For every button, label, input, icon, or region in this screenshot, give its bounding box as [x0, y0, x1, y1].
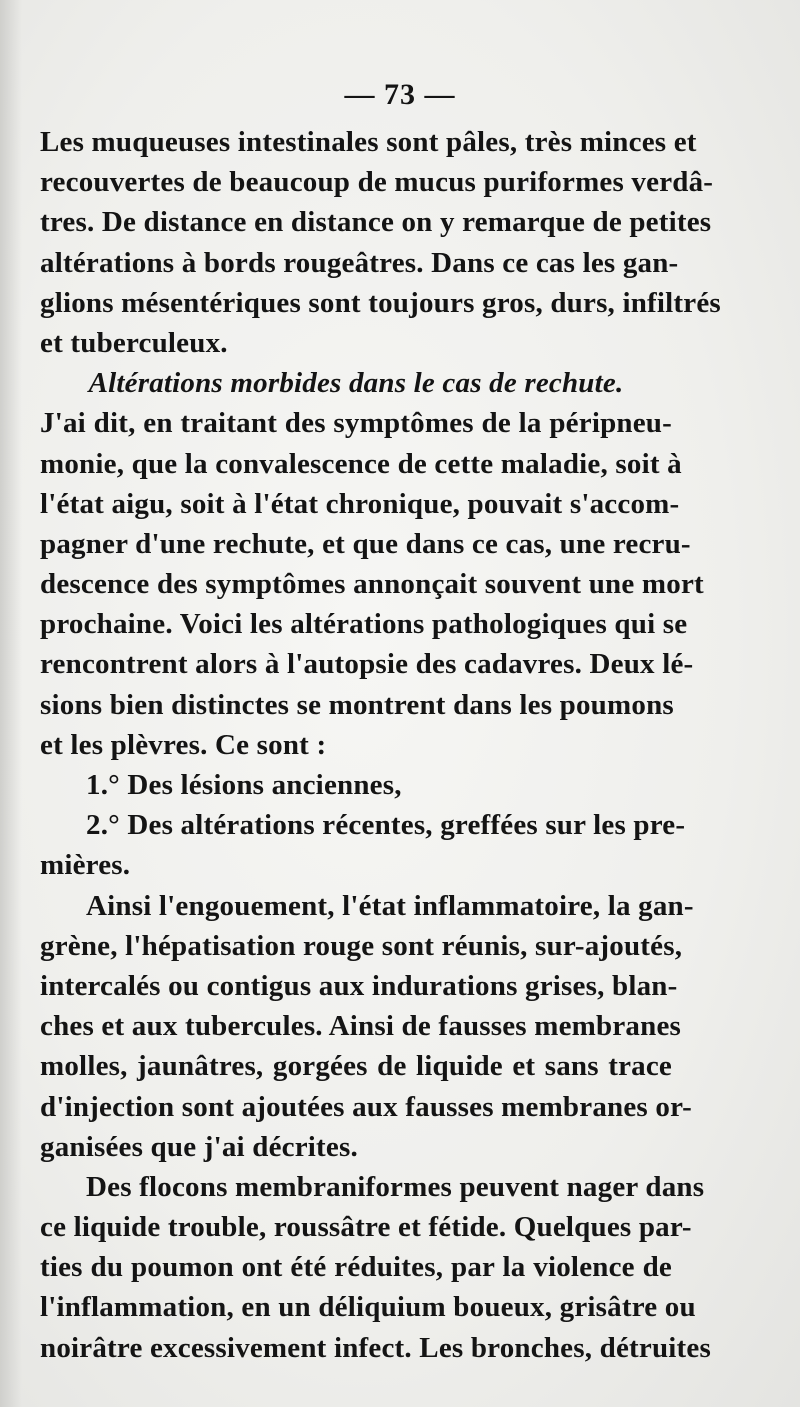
spine-shadow [0, 0, 22, 1407]
text-line: ches et aux tubercules. Ainsi de fausses membranes [40, 1010, 682, 1043]
text-line: prochaine. Voici les altérations pathologiques qui se [40, 608, 688, 641]
text-line: Les muqueuses intestinales sont pâles, très minces et [40, 126, 697, 158]
page-body-text [40, 122, 721, 1368]
text-line: l'état aigu, soit à l'état chronique, pouvait s'accom- [40, 487, 680, 520]
text-line: recouvertes de beaucoup de mucus puriformes verdâ- [40, 166, 714, 199]
text-line: rencontrent alors à l'autopsie des cadavres. Deux lé- [40, 648, 694, 681]
text-line: noirâtre excessivement infect. Les bronches, détruites [40, 1331, 711, 1364]
text-line: intercalés ou contigus aux indurations grises, blan- [40, 969, 678, 1002]
text-line: 1.° Des lésions anciennes, [86, 769, 402, 801]
text-line: Des flocons membraniformes peuvent nager dans [86, 1170, 705, 1203]
text-line: et tuberculeux. [40, 326, 228, 359]
text-line: pagner d'une rechute, et que dans ce cas, une recru- [40, 527, 691, 560]
text-line: ties du poumon ont été réduites, par la violence de [40, 1251, 672, 1284]
text-line: Altérations morbides dans le cas de rechute. [88, 367, 624, 400]
text-line: J'ai dit, en traitant des symptômes de la péripneu- [40, 407, 672, 440]
page-number: — 73 — [344, 78, 456, 111]
text-line: molles, jaunâtres, gorgées de liquide et sans trace [40, 1050, 672, 1083]
text-line: altérations à bords rougeâtres. Dans ce cas les gan- [40, 246, 679, 279]
text-line: l'inflammation, en un déliquium boueux, grisâtre ou [40, 1291, 696, 1324]
text-line: 2.° Des altérations récentes, greffées sur les pre- [86, 809, 686, 842]
text-line: monie, que la convalescence de cette maladie, soit à [40, 447, 682, 480]
text-line: mières. [40, 849, 131, 882]
text-line: Ainsi l'engouement, l'état inflammatoire, la gan- [86, 889, 694, 922]
text-line: ce liquide trouble, roussâtre et fétide. Quelques par- [40, 1211, 692, 1244]
text-line: glions mésentériques sont toujours gros, durs, infiltrés [40, 286, 721, 319]
text-line: d'injection sont ajoutées aux fausses membranes or- [40, 1090, 692, 1123]
text-line: descence des symptômes annonçait souvent une mort [40, 568, 704, 601]
text-line: sions bien distinctes se montrent dans les poumons [40, 688, 674, 721]
text-line: ganisées que j'ai décrites. [40, 1130, 358, 1163]
text-line: tres. De distance en distance on y remarque de petites [40, 206, 712, 239]
text-line: grène, l'hépatisation rouge sont réunis, sur-ajoutés, [40, 929, 683, 962]
text-line: et les plèvres. Ce sont : [40, 728, 327, 761]
